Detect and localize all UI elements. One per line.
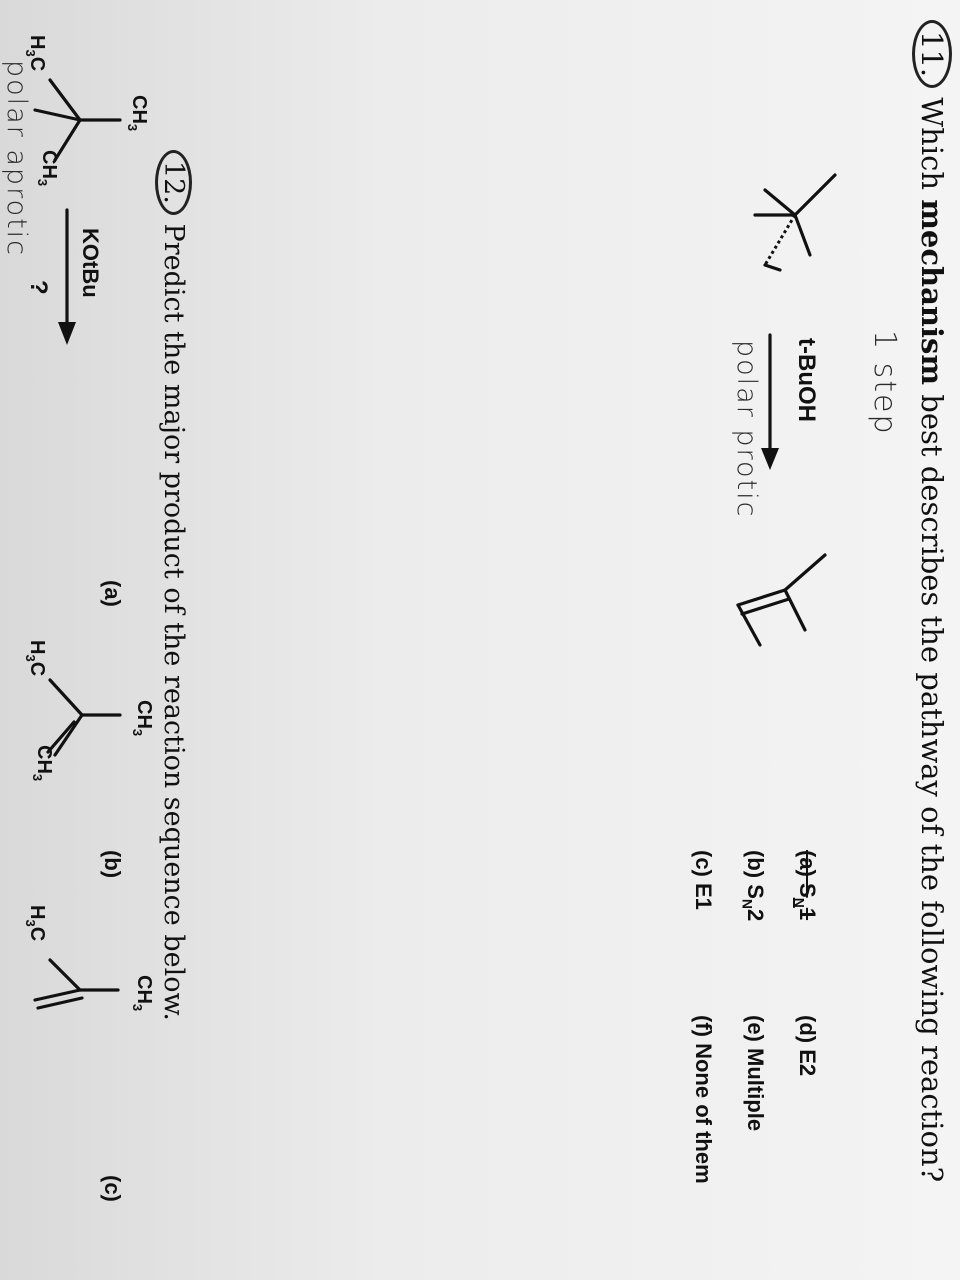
q11-text-post: best describes the pathway of the following reaction? [915, 385, 949, 1183]
q11-option-a[interactable]: (a) $S_N1$ [791, 850, 820, 921]
q12-number: 12. [155, 150, 192, 215]
q12-reagent: KOtBu [78, 228, 103, 298]
q12-starting-material [35, 80, 120, 160]
q12-choice-b-label[interactable]: (b) [100, 850, 125, 879]
q12-sm-ch3-right: $CH_3$ [35, 150, 60, 187]
q12-choice-a-h3c: $H_3C$ [23, 640, 48, 677]
q12-choice-b-structure [35, 960, 118, 1008]
q12-choice-b-h3c: $H_3C$ [23, 905, 48, 942]
q11-option-d[interactable]: (d) E2 [795, 1015, 820, 1077]
q11-handwritten-polar-protic: polar protic [731, 340, 762, 519]
q11-option-c[interactable]: (c) E1 [691, 850, 716, 910]
q12-choice-c-label[interactable]: (c) [100, 1175, 125, 1202]
q11-option-e[interactable]: (e) Multiple [743, 1015, 768, 1132]
q12-choice-a-label[interactable]: (a) [100, 580, 125, 607]
q11-option-b[interactable]: (b) $S_N2$ [739, 850, 768, 922]
q11-reagent: t-BuOH [793, 338, 820, 422]
q12-reaction-arrow [58, 210, 76, 345]
q11-option-f[interactable]: (f) None of them [691, 1015, 716, 1184]
q12-text: Predict the major product of the reaction sequence below. [158, 223, 189, 1022]
q12-choice-a-ch3-right: $CH_3$ [30, 745, 55, 782]
q11-number: 11. [912, 20, 952, 88]
q12-choice-b-ch3-top: $CH_3$ [130, 975, 155, 1012]
q11-text-pre: Which [915, 97, 949, 200]
q12-handwritten-polar-aprotic: polar aprotic [1, 60, 32, 258]
q12-question-mark: ? [25, 280, 52, 295]
q12-choice-a-ch3-top: $CH_3$ [130, 700, 155, 737]
q12-sm-h3c-left: $H_3C$ [23, 35, 48, 72]
q12-sm-ch3-top: $CH_3$ [125, 95, 150, 132]
q12-choice-a-structure [48, 680, 120, 755]
handwritten-one-step: 1 step [867, 330, 902, 436]
q11-text-bold: mechanism [915, 199, 949, 386]
